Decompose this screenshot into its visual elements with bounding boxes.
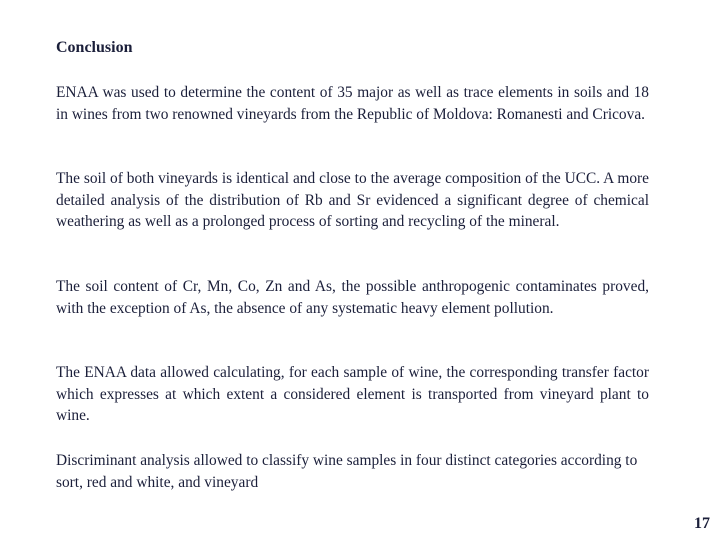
page-number: 17 — [694, 515, 710, 532]
paragraph-discriminant-analysis: Discriminant analysis allowed to classify wine samples in four distinct categories according to sort, red and white, and vineyard — [56, 452, 638, 491]
paragraph-enaa-content: ENAA was used to determine the content of 35 major as well as trace elements in soils and 18 in wines from two renowned vineyards from the Republic of Moldova: Romanesti and Cricova. — [56, 84, 649, 123]
conclusion-heading: Conclusion — [56, 39, 133, 56]
paragraph-transfer-factor: The ENAA data allowed calculating, for each sample of wine, the corresponding transfer factor which expresses at which extent a considered element is transported from vineyard plant to wine. — [56, 364, 649, 424]
paragraph-soil-composition: The soil of both vineyards is identical and close to the average composition of the UCC. A more detailed analysis of the distribution of Rb and Sr evidenced a significant degree of chemical weathering as well as a prolonged process of sorting and recycling of the mineral. — [56, 170, 649, 230]
paragraph-heavy-elements: The soil content of Cr, Mn, Co, Zn and As, the possible anthropogenic contaminates proved, with the exception of As, the absence of any systematic heavy element pollution. — [56, 278, 649, 317]
